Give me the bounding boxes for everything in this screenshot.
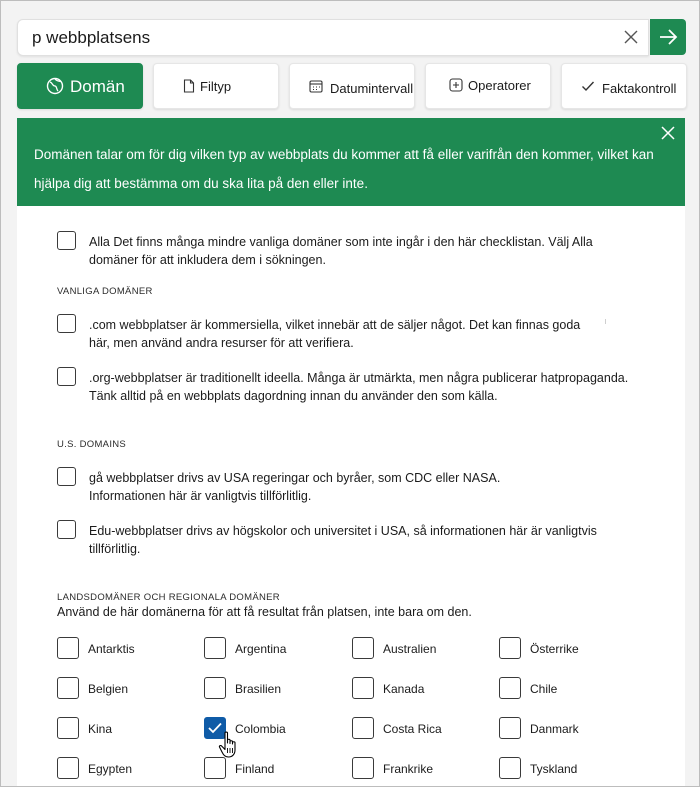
checkbox-country-chile[interactable] xyxy=(499,677,521,699)
option-gov-line2: Informationen här är vanligtvis tillförlitlig. xyxy=(89,489,312,503)
country-label: Colombia xyxy=(235,722,286,736)
filter-operators-button[interactable] xyxy=(425,63,551,109)
filter-daterange-button[interactable] xyxy=(289,63,415,109)
country-label: Brasilien xyxy=(235,682,282,696)
checkbox-country-belgien[interactable] xyxy=(57,677,79,699)
hand-cursor-icon xyxy=(218,731,240,764)
country-label: Antarktis xyxy=(88,642,135,656)
search-box[interactable] xyxy=(17,19,649,56)
country-domains-heading: LANDSDOMÄNER OCH REGIONALA DOMÄNER xyxy=(57,592,280,603)
info-banner xyxy=(17,118,685,206)
checkbox-country-kina[interactable] xyxy=(57,717,79,739)
checkbox-edu[interactable] xyxy=(57,520,76,539)
checkbox-country-antarktis[interactable] xyxy=(57,637,79,659)
checkbox-country-danmark[interactable] xyxy=(499,717,521,739)
checkbox-org[interactable] xyxy=(57,367,76,386)
globe-icon xyxy=(46,77,64,100)
country-label: Australien xyxy=(383,642,437,656)
search-input[interactable]: p webbplatsens xyxy=(32,28,151,47)
clear-search-icon[interactable] xyxy=(620,26,642,48)
country-label: Argentina xyxy=(235,642,287,656)
option-gov-text xyxy=(89,469,649,505)
filter-filetype-button[interactable] xyxy=(153,63,279,109)
checkbox-country-kanada[interactable] xyxy=(352,677,374,699)
option-edu-text xyxy=(89,522,649,558)
option-edu-line2: tillförlitlig. xyxy=(89,542,141,556)
option-all-line1: Alla Det finns många mindre vanliga domäner som inte ingår i den här checklistan. Välj Alla xyxy=(89,235,593,249)
option-com-line2: här, men använd andra resurser för att verifiera. xyxy=(89,336,354,350)
option-org-line1: .org-webbplatser är traditionellt ideella. Många är utmärkta, men några publicerar hatpropaganda. xyxy=(89,371,629,385)
country-label: Chile xyxy=(530,682,558,696)
checkmark-icon xyxy=(581,79,595,96)
close-icon[interactable] xyxy=(659,124,677,142)
country-label: Danmark xyxy=(530,722,579,736)
option-com-line1: .com webbplatser är kommersiella, vilket innebär att de säljer något. Det kan finnas goda xyxy=(89,318,581,332)
option-edu-line1: Edu-webbplatser drivs av högskolor och universitet i USA, så informationen här är vanligtvis xyxy=(89,524,597,538)
filter-filetype-label: Filtyp xyxy=(200,79,232,94)
common-domains-heading: VANLIGA DOMÄNER xyxy=(57,286,153,297)
checkbox-country-frankrike[interactable] xyxy=(352,757,374,779)
country-domains-subtitle: Använd de här domänerna för att få resultat från platsen, inte bara om den. xyxy=(57,605,472,619)
checkbox-country-costa-rica[interactable] xyxy=(352,717,374,739)
filter-domain-label: Domän xyxy=(70,77,125,96)
country-label: Egypten xyxy=(88,762,133,776)
country-label: Kanada xyxy=(383,682,425,696)
search-submit-button[interactable] xyxy=(650,19,686,55)
option-gov-line1: gå webbplatser drivs av USA regeringar och byråer, som CDC eller NASA. xyxy=(89,471,501,485)
file-icon xyxy=(183,79,195,96)
checkbox-gov[interactable] xyxy=(57,467,76,486)
checkbox-country-egypten[interactable] xyxy=(57,757,79,779)
filter-factcheck-button[interactable] xyxy=(561,63,687,109)
checkbox-country-brasilien[interactable] xyxy=(204,677,226,699)
checkbox-country-österrike[interactable] xyxy=(499,637,521,659)
checkbox-all[interactable] xyxy=(57,231,76,250)
option-com-text xyxy=(89,316,649,352)
checkbox-com[interactable] xyxy=(57,314,76,333)
country-label: Tyskland xyxy=(530,762,578,776)
filter-daterange-label: Datumintervall xyxy=(330,81,414,96)
calendar-icon xyxy=(309,79,323,96)
option-all-text xyxy=(89,233,649,269)
divider-mark xyxy=(605,319,606,324)
option-org-text xyxy=(89,369,649,405)
country-label: Frankrike xyxy=(383,762,434,776)
us-domains-heading: U.S. DOMAINS xyxy=(57,439,127,450)
country-label: Belgien xyxy=(88,682,129,696)
option-all-line2: domäner för att inkludera dem i sökningen. xyxy=(89,253,326,267)
plus-box-icon xyxy=(449,78,463,95)
country-label: Costa Rica xyxy=(383,722,442,736)
option-org-line2: Tänk alltid på en webbplats dagordning innan du använder den som källa. xyxy=(89,389,498,403)
checkbox-country-australien[interactable] xyxy=(352,637,374,659)
checkbox-country-argentina[interactable] xyxy=(204,637,226,659)
filter-factcheck-label: Faktakontroll xyxy=(602,81,677,96)
country-label: Finland xyxy=(235,762,275,776)
checkbox-country-tyskland[interactable] xyxy=(499,757,521,779)
country-label: Kina xyxy=(88,722,113,736)
filter-operators-label: Operatorer xyxy=(468,78,531,93)
banner-text: Domänen talar om för dig vilken typ av webbplats du kommer att få eller varifrån den kommer, vilket kan hjälpa dig att bestämma om du ska lita på den eller inte. xyxy=(34,147,654,191)
country-label: Österrike xyxy=(530,642,579,656)
filter-domain-button[interactable] xyxy=(17,63,143,109)
